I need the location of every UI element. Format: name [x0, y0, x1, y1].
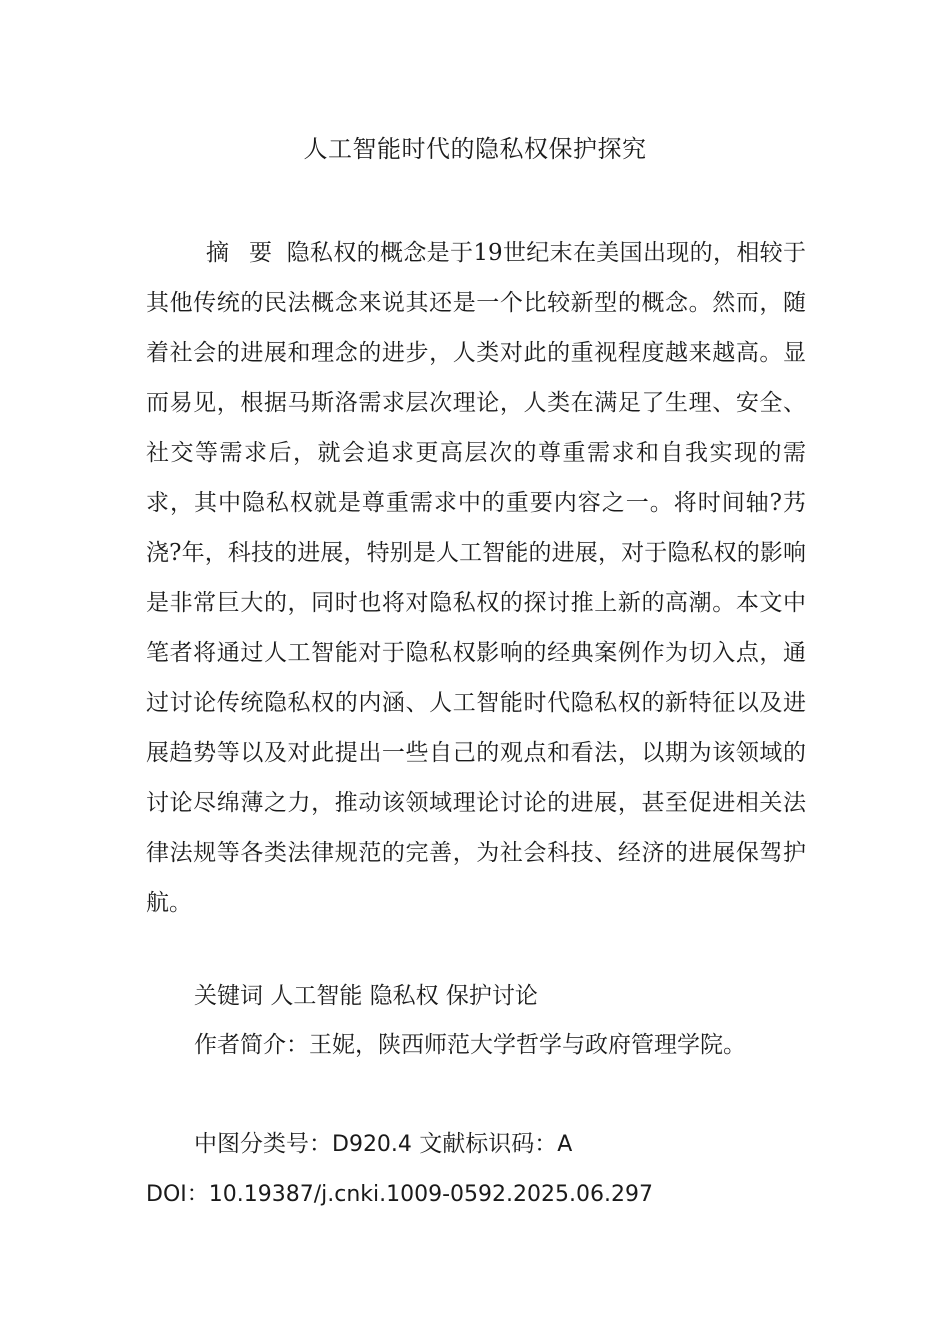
- abstract-text: 隐私权的概念是于19世纪末在美国出现的，相较于其他传统的民法概念来说其还是一个比较新型的概念。然而，随着社会的进展和理念的进步，人类对此的重视程度越来越高。显而易见，根据马斯洛需求层次理论，人类在满足了生理、安全、社交等需求后，就会追求更高层次的尊重需求和自我实现的需求，其中隐私权就是尊重需求中的重要内容之一。将时间轴?艿浇?年，科技的进展，特别是人工智能的进展，对于隐私权的影响是非常巨大的，同时也将对隐私权的探讨推上新的高潮。本文中笔者将通过人工智能对于隐私权影响的经典案例作为切入点，通过讨论传统隐私权的内涵、人工智能时代隐私权的新特征以及进展趋势等以及对此提出一些自己的观点和看法，以期为该领域的讨论尽绵薄之力，推动该领域理论讨论的进展，甚至促进相关法律法规等各类法律规范的完善，为社会科技、经济的进展保驾护航。: [146, 240, 806, 916]
- abstract-label: 摘 要: [206, 240, 279, 266]
- doc-code-label: 文献标识码：: [419, 1131, 558, 1157]
- doc-code: A: [557, 1132, 573, 1157]
- clc-code: D920.4: [332, 1132, 412, 1157]
- keywords-line: [194, 976, 538, 1016]
- clc-label: 中图分类号：: [194, 1131, 332, 1157]
- abstract-paragraph: [146, 228, 806, 928]
- paper-title: 人工智能时代的隐私权保护探究: [303, 135, 647, 163]
- author-label: 作者简介：: [194, 1032, 309, 1058]
- keywords-label: 关键词: [194, 983, 263, 1009]
- doi-value: 10.19387/j.cnki.1009-0592.2025.06.297: [208, 1182, 653, 1207]
- keywords-items: 人工智能 隐私权 保护讨论: [270, 983, 538, 1009]
- author-line: [194, 1025, 746, 1065]
- doi-line: [146, 1175, 653, 1215]
- doi-label: DOI：: [146, 1182, 209, 1207]
- classification-line: [194, 1124, 572, 1165]
- author-text: 王妮，陕西师范大学哲学与政府管理学院。: [309, 1032, 746, 1058]
